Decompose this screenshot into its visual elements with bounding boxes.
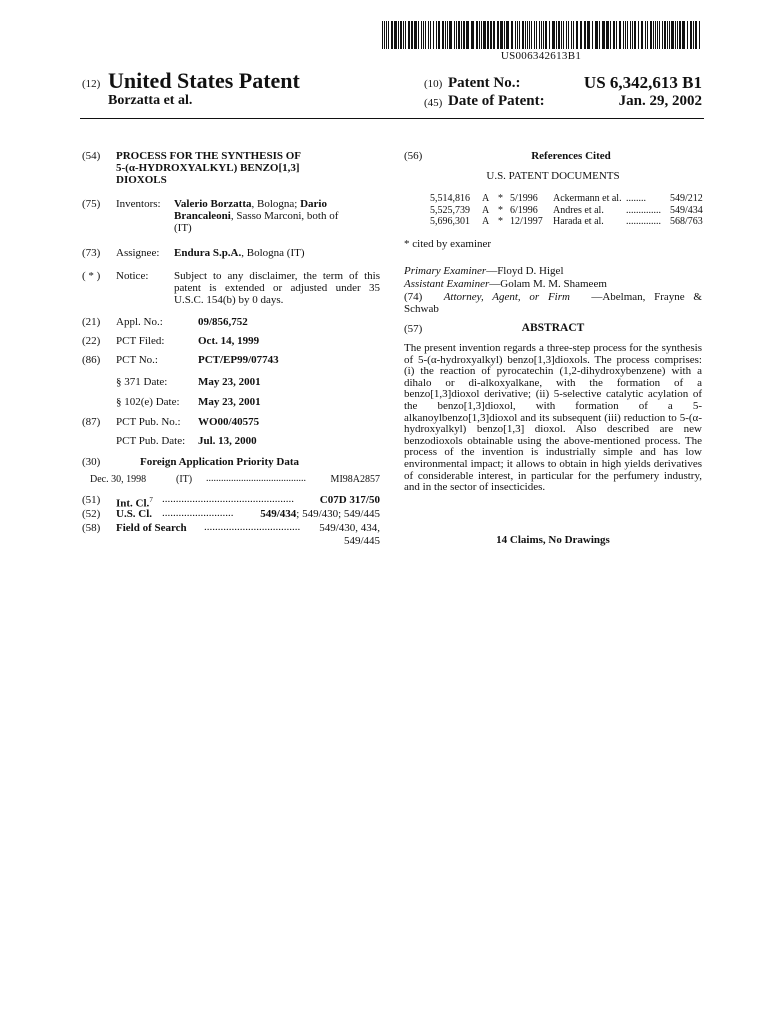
ref-date: 6/1996 [510, 204, 538, 216]
barcode-bar [531, 21, 532, 49]
barcode-bar [687, 21, 688, 49]
barcode-bar [447, 21, 448, 49]
barcode-bar [398, 21, 399, 49]
ref-class: 568/763 [670, 216, 703, 227]
foreign-number: MI98A2857 [330, 474, 380, 485]
inventors-line-3: (IT) [174, 222, 192, 234]
notice-label: Notice: [116, 270, 149, 282]
code-87: (87) [82, 416, 101, 428]
barcode-bar [456, 21, 457, 49]
attorney-line-2: Schwab [404, 303, 439, 315]
barcode-number: US006342613B1 [500, 50, 582, 62]
barcode-bar [430, 21, 431, 49]
title-line-1: PROCESS FOR THE SYNTHESIS OF [116, 150, 302, 162]
barcode-bar [645, 21, 646, 49]
barcode-bar [641, 21, 643, 49]
code-58: (58) [82, 522, 101, 534]
ref-kind: A [482, 204, 490, 216]
field-line-2: 549/445 [343, 535, 380, 547]
notice-line-3: U.S.C. 154(b) by 0 days. [174, 294, 284, 306]
barcode-bar [573, 21, 574, 49]
ref-name: Harada et al. [553, 216, 604, 227]
pct-no-value: PCT/EP99/07743 [198, 354, 279, 366]
barcode-bar [693, 21, 694, 49]
barcode-bar [616, 21, 617, 49]
barcode-bar [471, 21, 474, 49]
barcode-bar [411, 21, 413, 49]
barcode-bar [669, 21, 670, 49]
barcode-bar [506, 21, 509, 49]
barcode-bar [541, 21, 542, 49]
code-73: (73) [82, 247, 101, 259]
header-rule [80, 118, 704, 119]
barcode-bar [602, 21, 605, 49]
barcode-bar [606, 21, 609, 49]
barcode-bar [433, 21, 434, 49]
int-cl-label: Int. Cl.$^7$ [116, 496, 153, 510]
attorney: (74) Attorney, Agent, or Firm —Abelman, Frayne & [404, 291, 702, 303]
ref-class: 549/434 [670, 204, 703, 216]
barcode-bar [497, 21, 499, 49]
barcode-bar [527, 21, 528, 49]
pct-no-label: PCT No.: [116, 354, 158, 366]
barcode-bar [511, 21, 513, 49]
ref-number: 5,525,739 [430, 204, 470, 216]
code-54: (54) [82, 150, 101, 162]
barcode-bar [481, 21, 482, 49]
code-56: (56) [404, 150, 423, 162]
inventors-short: Borzatta et al. [108, 93, 193, 108]
ref-name: Andres et al. [553, 204, 604, 216]
notice-code: ( * ) [82, 270, 101, 282]
reference-row [430, 205, 703, 217]
ref-date: 12/1997 [510, 216, 543, 227]
references-heading: References Cited [531, 150, 611, 162]
barcode-bar [561, 21, 562, 49]
barcode-bar [667, 21, 668, 49]
pub-no-label: PCT Pub. No.: [116, 416, 181, 428]
barcode-bar [458, 21, 460, 49]
barcode-bar [552, 21, 555, 49]
barcode-bar [463, 21, 465, 49]
field-label: Field of Search [116, 522, 187, 534]
patent-date: Jan. 29, 2002 [618, 93, 702, 109]
barcode-bar [584, 21, 586, 49]
assistant-examiner: Assistant Examiner—Golam M. M. Shameem [404, 278, 607, 290]
barcode-bar [638, 21, 639, 49]
ref-star: * [498, 204, 503, 216]
s371-label: § 371 Date: [116, 376, 168, 388]
code-21: (21) [82, 316, 101, 328]
barcode-bar [487, 21, 489, 49]
code-86: (86) [82, 354, 101, 366]
barcode-bar [461, 21, 462, 49]
barcode-bar [655, 21, 656, 49]
barcode-bar [504, 21, 505, 49]
barcode-bar [483, 21, 486, 49]
appl-value: 09/856,752 [198, 316, 248, 328]
code-10: (10) [424, 78, 443, 90]
barcode-bar [405, 21, 406, 49]
foreign-heading: Foreign Application Priority Data [140, 456, 299, 468]
barcode-bar [525, 21, 526, 49]
barcode-bar [647, 21, 648, 49]
pct-filed-label: PCT Filed: [116, 335, 165, 347]
ref-star: * [498, 193, 503, 204]
barcode-bar [490, 21, 492, 49]
reference-row [430, 216, 703, 228]
barcode-bar [595, 21, 598, 49]
barcode-bar [580, 21, 582, 49]
code-51: (51) [82, 494, 101, 506]
barcode-bar [679, 21, 681, 49]
us-patent-docs-heading: U.S. PATENT DOCUMENTS [486, 170, 620, 182]
barcode-bar [592, 21, 593, 49]
int-cl-leader: ................................................ [162, 493, 294, 505]
barcode-bar [632, 21, 633, 49]
ref-star: * [498, 216, 503, 227]
barcode-bar [699, 21, 700, 49]
barcode-bar [400, 21, 402, 49]
pub-date-value: Jul. 13, 2000 [198, 435, 257, 447]
barcode-bar [653, 21, 654, 49]
date-label: Date of Patent: [448, 93, 545, 109]
barcode-bar [657, 21, 658, 49]
foreign-country: (IT) [176, 474, 193, 485]
us-cl-value: 549/434; 549/430; 549/445 [260, 508, 380, 520]
barcode-bar [515, 21, 516, 49]
barcode-bar [391, 21, 393, 49]
patent-no-label: Patent No.: [448, 75, 521, 91]
barcode-bar [519, 21, 520, 49]
pub-date-label: PCT Pub. Date: [116, 435, 186, 447]
barcode-bar [425, 21, 426, 49]
barcode-bar [476, 21, 478, 49]
claims-summary: 14 Claims, No Drawings [496, 534, 610, 546]
barcode-bar [599, 21, 600, 49]
barcode-bar [493, 21, 495, 49]
field-leader: ................................... [204, 521, 301, 533]
barcode-bar [613, 21, 615, 49]
barcode-bar [534, 21, 535, 49]
primary-examiner: Primary Examiner—Floyd D. Higel [404, 265, 564, 277]
barcode-bar [414, 21, 417, 49]
barcode-bar [558, 21, 560, 49]
s102-value: May 23, 2001 [198, 396, 261, 408]
us-cl-label: U.S. Cl. [116, 508, 153, 520]
pct-filed-value: Oct. 14, 1999 [198, 335, 260, 347]
barcode-bar [423, 21, 424, 49]
ref-kind: A [482, 193, 490, 204]
code-75: (75) [82, 198, 101, 210]
foreign-leader: ........................................ [206, 473, 306, 484]
barcode-bar [650, 21, 652, 49]
barcode-bar [384, 21, 385, 49]
ref-leader: ........ [626, 193, 646, 204]
ref-date: 5/1996 [510, 193, 538, 204]
barcode-bar [634, 21, 636, 49]
barcode-bar [543, 21, 544, 49]
barcode-bar [675, 21, 676, 49]
ref-leader: .............. [626, 216, 661, 227]
title-line-3: DIOXOLS [116, 174, 167, 186]
barcode-bar [662, 21, 663, 49]
reference-row [430, 193, 703, 205]
ref-name: Ackermann et al. [553, 193, 622, 204]
barcode-bar [438, 21, 440, 49]
barcode-bar [664, 21, 666, 49]
us-cl-leader: .......................... [162, 507, 234, 519]
barcode-bar [623, 21, 624, 49]
barcode-bar [428, 21, 429, 49]
code-45: (45) [424, 97, 443, 109]
s371-value: May 23, 2001 [198, 376, 261, 388]
ref-number: 5,514,816 [430, 193, 470, 204]
inventors-label: Inventors: [116, 198, 161, 210]
barcode-bar [625, 21, 626, 49]
barcode-bar [408, 21, 410, 49]
barcode-bar [587, 21, 590, 49]
patent-number: US 6,342,613 B1 [583, 73, 702, 92]
barcode-bar [421, 21, 422, 49]
abstract-text: The present invention regards a three-step process for the synthesis of 5-(α-hydroxyalkyl) benzo[1,3]dioxols. The process comprises: (i) the reaction of pyrocatechin (1,2-dihydroxybenzene) with a dihalo or di-alkoxyalkane, with the formation of a benzo[1,3]dioxol derivative; (ii) 5-selective catalytic acylation of the benzo[1,3]dioxol, with formation of a 5-alkanoylbenzo[1,3]dioxol and its subsequent (iii) reduction to 5-(α-hydroxyalkyl) benzo[1,3] dioxol. Also described are new benzodioxols obtainable using the above-mentioned process. The process of the invention is industrially simple and has low environmental impact; it allows to obtain in high yields derivatives of considerable interest, in particular for the perfumery industry, and in the sector of insecticides. [404, 342, 702, 494]
barcode-bar [571, 21, 572, 49]
barcode-bar [568, 21, 569, 49]
ref-leader: .............. [626, 204, 661, 216]
barcode-bar [659, 21, 660, 49]
code-52: (52) [82, 508, 101, 520]
barcode-bar [677, 21, 678, 49]
cited-by-examiner: * cited by examiner [404, 238, 492, 250]
references-table [430, 193, 703, 228]
barcode-bar [630, 21, 631, 49]
barcode-bar [539, 21, 540, 49]
code-12: (12) [82, 78, 101, 90]
code-22: (22) [82, 335, 101, 347]
barcode-bar [479, 21, 480, 49]
notice-line-2: patent is extended or adjusted under 35 [174, 282, 380, 294]
pub-no-value: WO00/40575 [198, 416, 260, 428]
barcode-bar [388, 21, 389, 49]
barcode-bar [695, 21, 697, 49]
barcode-bar [690, 21, 692, 49]
barcode-bar [436, 21, 437, 49]
barcode-bar [382, 21, 383, 49]
abstract-heading: ABSTRACT [521, 322, 585, 334]
barcode-bar [418, 21, 419, 49]
code-30: (30) [82, 456, 101, 468]
notice-line-1: Subject to any disclaimer, the term of this [174, 270, 380, 282]
appl-label: Appl. No.: [116, 316, 163, 328]
barcode-bar [517, 21, 518, 49]
barcode-bar [394, 21, 397, 49]
assignee-label: Assignee: [116, 247, 160, 259]
barcode-bar [545, 21, 547, 49]
barcode-bar [449, 21, 452, 49]
barcode-bar [627, 21, 628, 49]
barcode-bar [442, 21, 444, 49]
barcode-bar [549, 21, 550, 49]
s102-label: § 102(e) Date: [116, 396, 180, 408]
int-cl-value: C07D 317/50 [319, 494, 380, 506]
ref-kind: A [482, 216, 490, 227]
inventors-line-1: Valerio Borzatta, Bologna; Dario [174, 198, 327, 210]
barcode-bar [403, 21, 404, 49]
field-line-1: 549/430, 434, [319, 522, 380, 534]
ref-number: 5,696,301 [430, 216, 470, 227]
barcode-bar [536, 21, 537, 49]
title-line-2: 5-(α-HYDROXYALKYL) BENZO[1,3] [116, 162, 300, 174]
barcode-bar [556, 21, 557, 49]
barcode-bar [610, 21, 611, 49]
barcode [382, 21, 700, 49]
foreign-date: Dec. 30, 1998 [90, 474, 147, 485]
code-57: (57) [404, 323, 423, 335]
doc-type-title: United States Patent [108, 68, 300, 93]
barcode-bar [500, 21, 503, 49]
barcode-bar [522, 21, 524, 49]
barcode-bar [386, 21, 387, 49]
barcode-bar [576, 21, 578, 49]
barcode-bar [682, 21, 685, 49]
assignee-value: Endura S.p.A., Bologna (IT) [174, 247, 305, 259]
barcode-bar [671, 21, 674, 49]
ref-class: 549/212 [670, 193, 703, 204]
barcode-bar [529, 21, 530, 49]
barcode-bar [619, 21, 621, 49]
barcode-bar [445, 21, 446, 49]
barcode-bar [563, 21, 564, 49]
barcode-bar [466, 21, 469, 49]
barcode-bar [566, 21, 567, 49]
barcode-bar [454, 21, 455, 49]
inventors-line-2: Brancaleoni, Sasso Marconi, both of [174, 210, 339, 222]
